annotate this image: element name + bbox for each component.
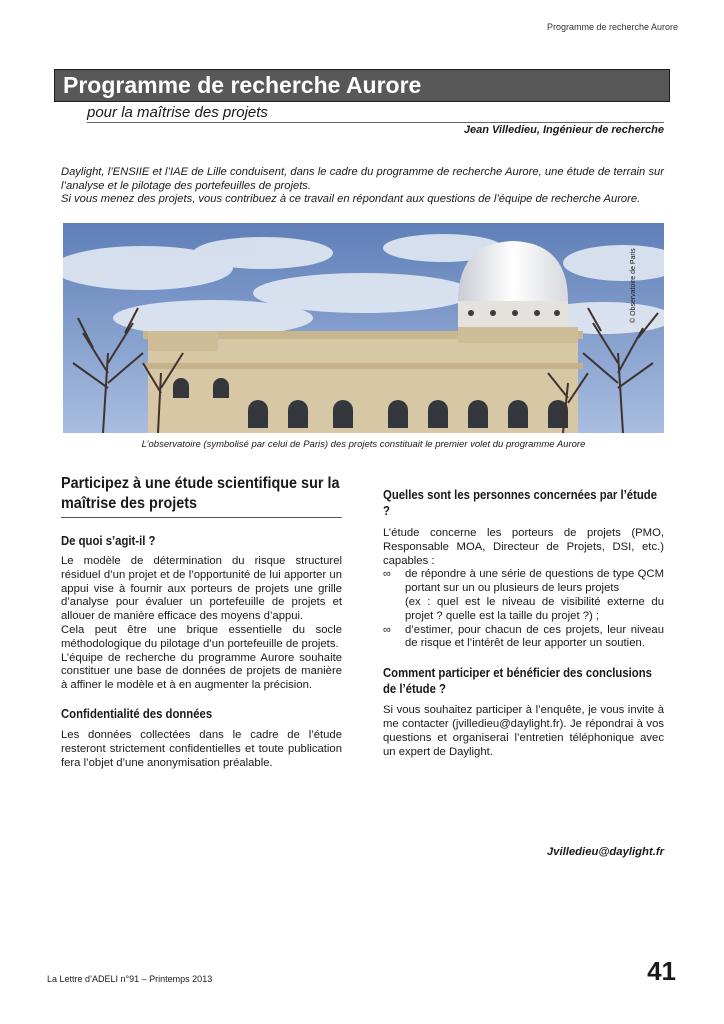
bullet-text: d’estimer, pour chacun de ces projets, leur niveau de risque et l’intérêt de leur apporter un soutien. <box>405 623 664 650</box>
paragraph: Le modèle de détermination du risque structurel résiduel d’un projet et de l’opportunité de lui apporter un appui vise à fournir aux porteurs de projets une grille d’analyse pour évaluer un portefeuille de projets et allouer de manière efficace des moyens d’appui. <box>61 555 342 623</box>
article-subtitle: pour la maîtrise des projets <box>87 104 664 123</box>
bullet-list <box>383 568 664 651</box>
paragraph: L’équipe de recherche du programme Aurore souhaite constituer une base de données de projets de manière à affiner le modèle et à en augmenter la précision. <box>61 651 342 692</box>
section-confidentiality: Confidentialité des données <box>61 706 213 721</box>
left-column <box>61 474 342 770</box>
contact-email[interactable]: Jvilledieu@daylight.fr <box>546 846 664 858</box>
running-header: Programme de recherche Aurore <box>546 22 678 32</box>
intro-block <box>61 166 664 207</box>
article-author: Jean Villedieu, Ingénieur de recherche <box>463 124 664 136</box>
main-heading: Participez à une étude scientifique sur la maîtrise des projets <box>61 474 342 518</box>
section-who: Quelles sont les personnes concernées par l’étude ? <box>383 488 658 518</box>
section-how-body <box>383 704 664 759</box>
bullet-text: de répondre à une série de questions de type QCM portant sur un ou plusieurs de leurs projets <box>405 568 664 595</box>
bullet-note: (ex : quel est le niveau de visibilité externe du projet ? quelle est la taille du projet ?) ; <box>405 595 664 622</box>
page-number: 41 <box>647 956 676 986</box>
paragraph: Cela peut être une brique essentielle du socle méthodologique du pilotage d’un portefeuille de projets. <box>61 623 342 650</box>
list-item <box>383 624 664 652</box>
infinity-bullet-icon: ∞ <box>383 623 391 636</box>
section-confidentiality-body <box>61 729 342 770</box>
paragraph: L’étude concerne les porteurs de projets (PMO, Responsable MOA, Directeur de Projets, DSI, etc.) capables : <box>383 527 664 567</box>
intro-paragraph: Si vous menez des projets, vous contribuez à ce travail en répondant aux questions de l’équipe de recherche Aurore. <box>61 193 641 206</box>
section-how: Comment participer et bénéficier des conclusions de l’étude ? <box>383 666 652 697</box>
section-what: De quoi s’agit-il ? <box>61 534 156 548</box>
observatory-photo <box>63 223 664 433</box>
photo-caption: L’observatoire (symbolisé par celui de Paris) des projets constituait le premier volet du programme Aurore <box>141 439 586 450</box>
photo-credit: © Observatoire de Paris <box>630 248 637 323</box>
infinity-bullet-icon: ∞ <box>383 568 391 581</box>
intro-paragraph: Daylight, l’ENSIIE et l’IAE de Lille conduisent, dans le cadre du programme de recherche Aurore, une étude de terrain sur l’analyse et le pilotage des portefeuilles de projets. <box>61 166 664 192</box>
paragraph: Les données collectées dans le cadre de l’étude resteront strictement confidentielles et toute publication fera l’objet d’une anonymisation préalable. <box>61 728 342 769</box>
list-item <box>383 568 664 623</box>
section-what-body <box>61 555 342 693</box>
section-who-body <box>383 527 664 651</box>
right-column <box>383 487 664 759</box>
footer-issue: La Lettre d’ADELI n°91 – Printemps 2013 <box>47 974 213 984</box>
paragraph: Si vous souhaitez participer à l’enquête, je vous invite à me contacter (jvilledieu@daylight.fr). Je répondrai à vos questions et organiserai l’entretien téléphonique avec un expert de Daylight. <box>383 704 664 758</box>
article-title: Programme de recherche Aurore <box>54 69 670 102</box>
